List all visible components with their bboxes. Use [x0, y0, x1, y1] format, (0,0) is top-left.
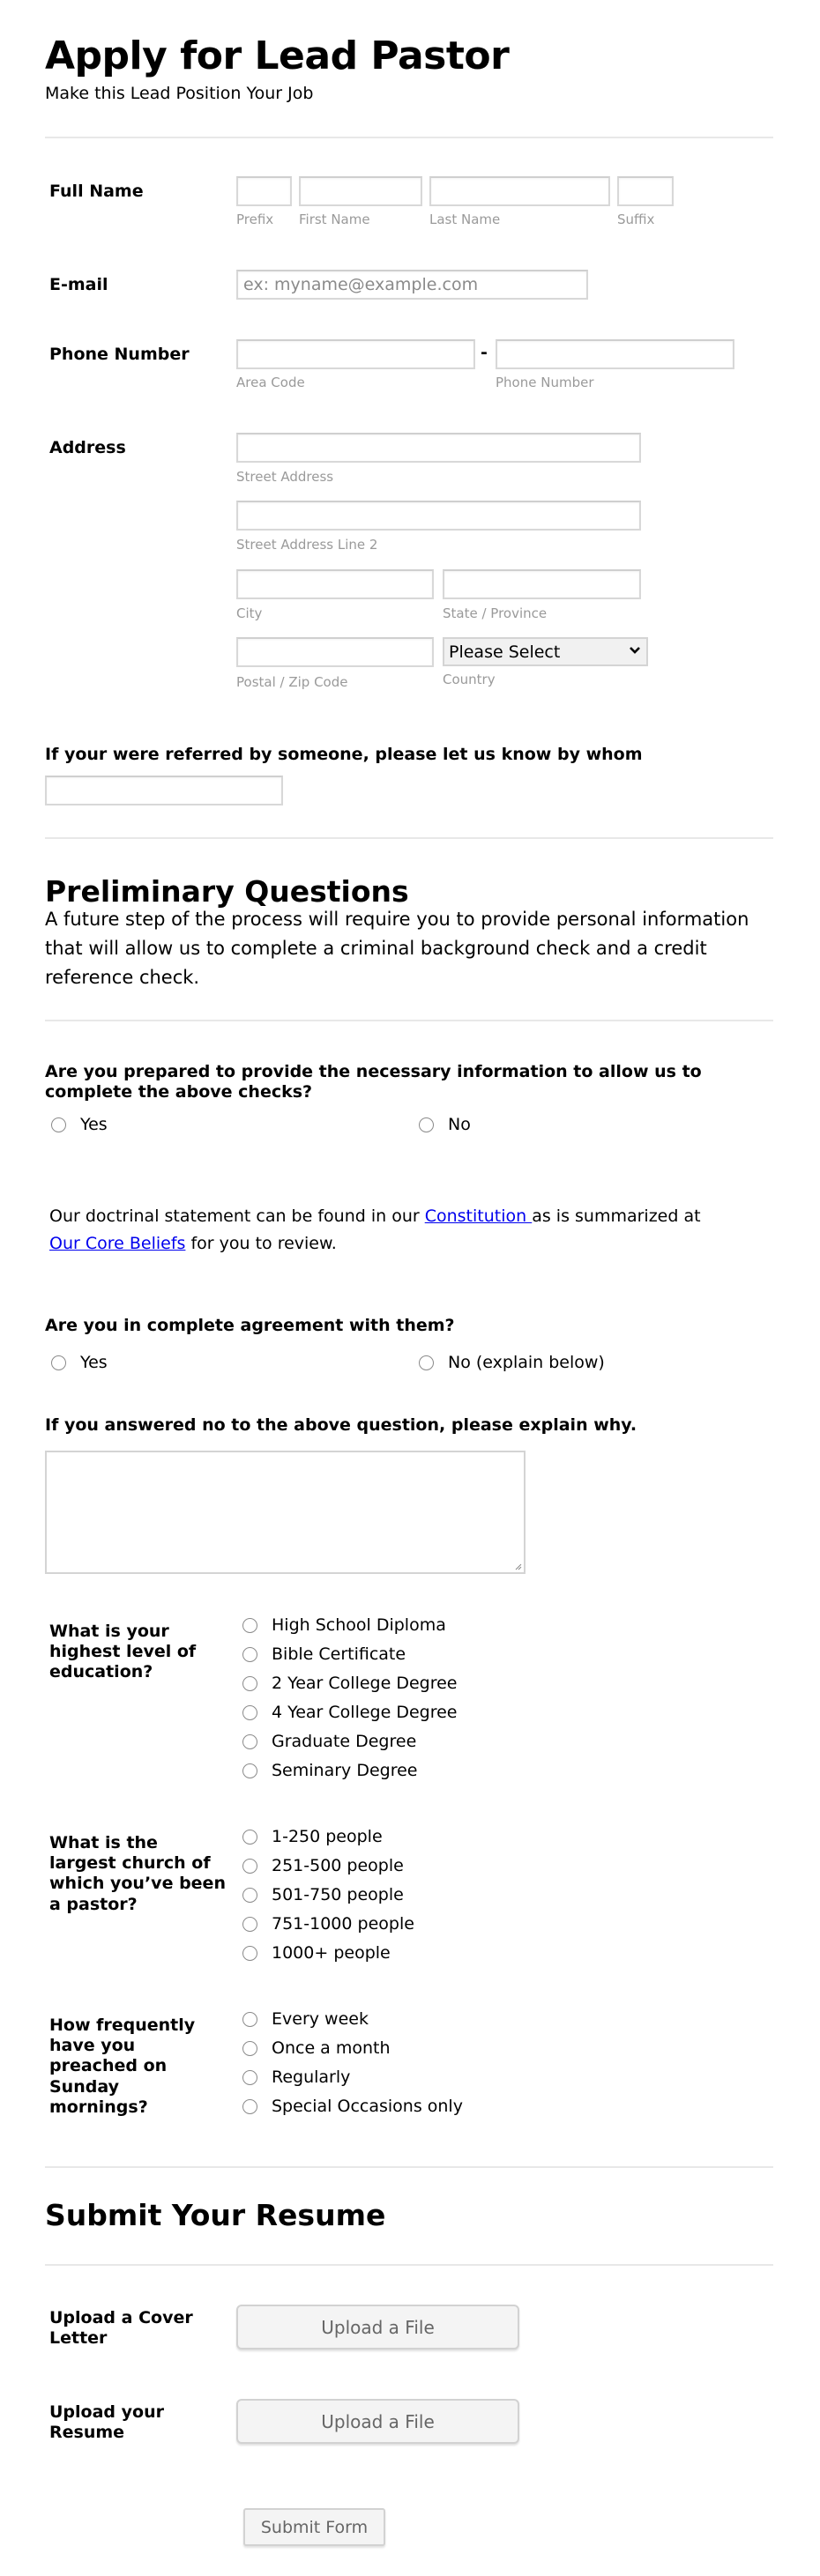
education-option[interactable]	[242, 1703, 457, 1722]
address-label: Address	[49, 438, 126, 457]
preliminary-heading: Preliminary Questions	[45, 874, 409, 909]
doctrinal-statement	[49, 1203, 781, 1258]
street-address-sublabel: Street Address	[236, 469, 334, 485]
state-input[interactable]	[443, 569, 641, 599]
radio-button[interactable]	[419, 1117, 434, 1132]
education-option[interactable]	[242, 1761, 417, 1780]
radio-button[interactable]	[419, 1355, 434, 1370]
suffix-sublabel: Suffix	[617, 212, 655, 227]
email-input[interactable]	[236, 270, 588, 300]
city-input[interactable]	[236, 569, 434, 599]
first-name-input[interactable]	[299, 176, 422, 206]
constitution-link[interactable]: Constitution	[424, 1206, 533, 1226]
last-name-sublabel: Last Name	[429, 212, 501, 227]
option-label: No (explain below)	[448, 1353, 605, 1372]
radio-button[interactable]	[242, 1888, 257, 1903]
option-label: 2 Year College Degree	[272, 1674, 458, 1693]
prefix-input[interactable]	[236, 176, 292, 206]
radio-button[interactable]	[242, 2012, 257, 2027]
street-address-line2-sublabel: Street Address Line 2	[236, 537, 378, 553]
education-option[interactable]	[242, 1732, 416, 1751]
church-size-option[interactable]	[242, 1914, 414, 1934]
preaching-label: How frequently have you preached on Sunday mornings?	[49, 2016, 196, 2117]
option-label: 1-250 people	[272, 1827, 383, 1846]
radio-button[interactable]	[242, 1734, 257, 1749]
zip-input[interactable]	[236, 637, 434, 667]
core-beliefs-link[interactable]: Our Core Beliefs	[49, 1234, 186, 1253]
upload-resume-button[interactable]: Upload a File	[236, 2399, 519, 2444]
street-address-line2-input[interactable]	[236, 501, 641, 531]
option-label: Yes	[80, 1115, 108, 1134]
doctrinal-text: Our doctrinal statement can be found in our	[49, 1206, 425, 1226]
radio-button[interactable]	[242, 1647, 257, 1662]
church-size-label: What is the largest church of which you’ve been a pastor?	[49, 1833, 226, 1914]
radio-button[interactable]	[242, 1676, 257, 1691]
email-label: E-mail	[49, 275, 108, 294]
education-label: What is your highest level of education?	[49, 1622, 197, 1682]
education-option[interactable]	[242, 1674, 457, 1693]
state-sublabel: State / Province	[443, 605, 548, 621]
resize-handle-icon[interactable]	[513, 1562, 522, 1570]
church-size-option[interactable]	[242, 1856, 404, 1875]
option-label: Regularly	[272, 2067, 351, 2087]
prefix-sublabel: Prefix	[236, 212, 274, 227]
option-label: High School Diploma	[272, 1615, 446, 1635]
agreement-option-no[interactable]	[419, 1353, 605, 1372]
city-sublabel: City	[236, 605, 263, 621]
radio-button[interactable]	[242, 1830, 257, 1845]
divider	[45, 137, 773, 138]
option-label: 4 Year College Degree	[272, 1703, 458, 1722]
radio-button[interactable]	[242, 1618, 257, 1633]
referral-input[interactable]	[45, 776, 283, 805]
zip-sublabel: Postal / Zip Code	[236, 674, 348, 690]
agreement-question-label: Are you in complete agreement with them?	[45, 1316, 455, 1335]
preaching-option[interactable]	[242, 2097, 463, 2116]
phone-number-input[interactable]	[496, 339, 734, 369]
radio-button[interactable]	[51, 1117, 66, 1132]
agreement-option-yes[interactable]	[51, 1353, 108, 1372]
preliminary-description: A future step of the process will require you to provide personal information that will allow us to complete a criminal background check and a credit reference check.	[45, 909, 749, 988]
doctrinal-text: as is summarized at	[532, 1206, 701, 1226]
radio-button[interactable]	[51, 1355, 66, 1370]
phone-number-sublabel: Phone Number	[496, 375, 594, 390]
option-label: 251-500 people	[272, 1856, 404, 1875]
radio-button[interactable]	[242, 1946, 257, 1961]
submit-form-button[interactable]: Submit Form	[243, 2508, 385, 2546]
church-size-option[interactable]	[242, 1827, 383, 1846]
country-sublabel: Country	[443, 672, 496, 687]
option-label: 1000+ people	[272, 1943, 391, 1963]
explain-label: If you answered no to the above question, please explain why.	[45, 1415, 637, 1435]
option-label: 501-750 people	[272, 1885, 404, 1904]
radio-button[interactable]	[242, 1705, 257, 1720]
radio-button[interactable]	[242, 2041, 257, 2056]
street-address-input[interactable]	[236, 433, 641, 463]
radio-button[interactable]	[242, 1763, 257, 1778]
country-select[interactable]	[443, 637, 648, 666]
phone-separator: -	[481, 343, 488, 362]
area-code-input[interactable]	[236, 339, 475, 369]
first-name-sublabel: First Name	[299, 212, 370, 227]
resume-heading: Submit Your Resume	[45, 2198, 386, 2232]
church-size-option[interactable]	[242, 1943, 391, 1963]
option-label: Yes	[80, 1353, 108, 1372]
chevron-down-icon	[629, 644, 641, 657]
checks-option-yes[interactable]	[51, 1115, 108, 1134]
divider	[45, 837, 773, 839]
checks-option-no[interactable]	[419, 1115, 471, 1134]
resume-label: Upload your Resume	[49, 2402, 164, 2443]
referral-label: If your were referred by someone, please let us know by whom	[45, 745, 643, 764]
preaching-option[interactable]	[242, 2067, 350, 2087]
option-label: Graduate Degree	[272, 1732, 417, 1751]
country-selected-value: Please Select	[449, 642, 561, 662]
preaching-option[interactable]	[242, 2009, 369, 2029]
option-label: Seminary Degree	[272, 1761, 418, 1780]
option-label: No	[448, 1115, 471, 1134]
page-title: Apply for Lead Pastor	[45, 33, 510, 78]
radio-button[interactable]	[242, 2099, 257, 2114]
divider	[45, 2264, 773, 2266]
explain-textarea[interactable]	[45, 1451, 526, 1574]
option-label: Special Occasions only	[272, 2097, 463, 2116]
doctrinal-text: for you to review.	[185, 1234, 337, 1253]
option-label: 751-1000 people	[272, 1914, 414, 1934]
radio-button[interactable]	[242, 1917, 257, 1932]
page-subtitle: Make this Lead Position Your Job	[45, 84, 314, 103]
education-option[interactable]	[242, 1615, 446, 1635]
option-label: Bible Certificate	[272, 1644, 406, 1664]
radio-button[interactable]	[242, 2070, 257, 2085]
full-name-label: Full Name	[49, 182, 144, 201]
option-label: Every week	[272, 2009, 369, 2029]
suffix-input[interactable]	[617, 176, 674, 206]
divider	[45, 2166, 773, 2168]
checks-question-label: Are you prepared to provide the necessary information to allow us to complete the above checks?	[45, 1062, 702, 1102]
upload-cover-letter-button[interactable]: Upload a File	[236, 2305, 519, 2350]
divider	[45, 1020, 773, 1021]
phone-label: Phone Number	[49, 345, 190, 364]
education-option[interactable]	[242, 1644, 406, 1664]
last-name-input[interactable]	[429, 176, 610, 206]
option-label: Once a month	[272, 2038, 391, 2058]
radio-button[interactable]	[242, 1859, 257, 1874]
preaching-option[interactable]	[242, 2038, 391, 2058]
area-code-sublabel: Area Code	[236, 375, 305, 390]
church-size-option[interactable]	[242, 1885, 404, 1904]
cover-letter-label: Upload a Cover Letter	[49, 2308, 193, 2349]
